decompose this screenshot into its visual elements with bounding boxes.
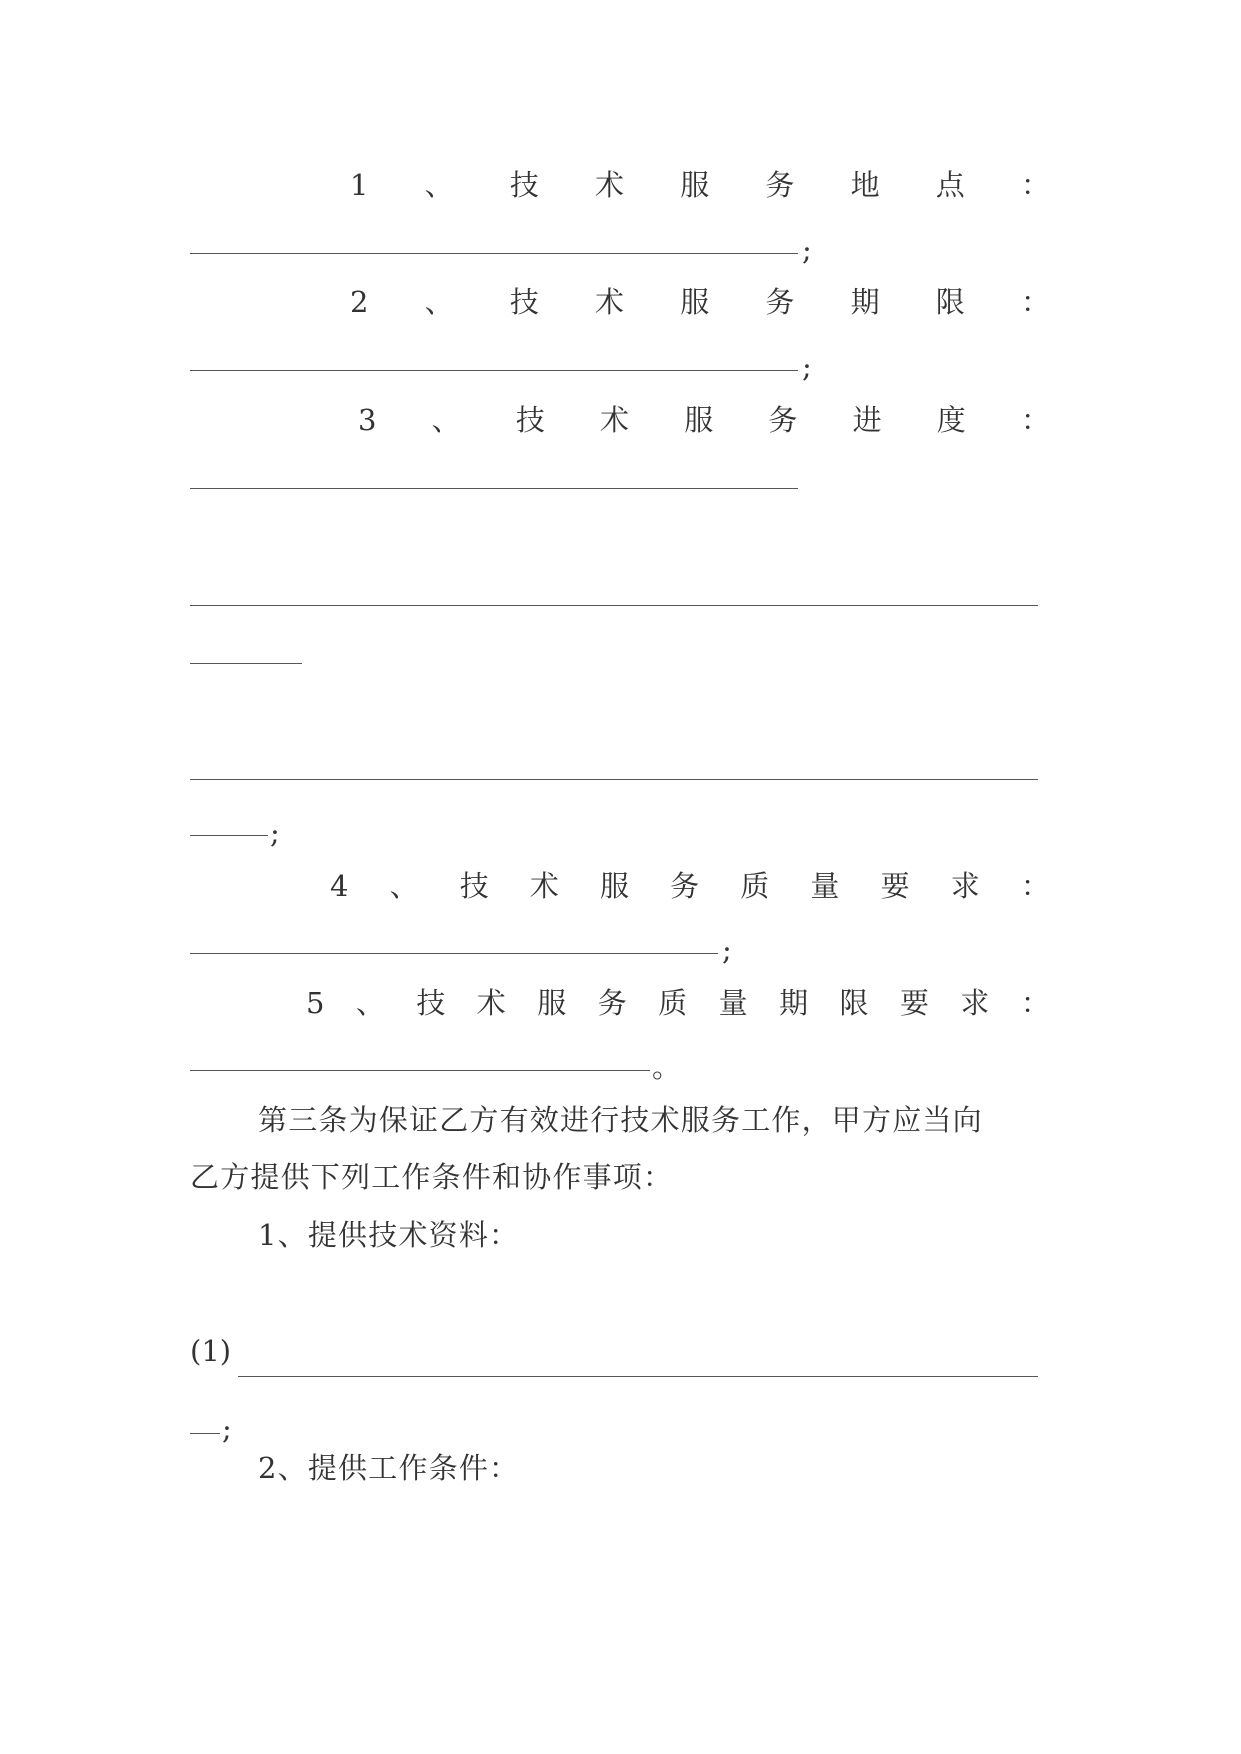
- item-3-blank-line-2-cont[interactable]: [190, 663, 302, 664]
- sub-1-item-prefix: (1): [190, 1334, 232, 1368]
- item-3-blank-line-3-cont[interactable]: [190, 835, 268, 836]
- item-3-blank-line-2[interactable]: [190, 605, 1038, 606]
- item-2-end: ;: [802, 350, 812, 384]
- item-2-blank[interactable]: [190, 370, 798, 371]
- item-5-end: 。: [652, 1050, 682, 1084]
- item-1-end: ;: [802, 233, 812, 267]
- sub-1-item-blank[interactable]: [238, 1376, 1038, 1377]
- item-3-heading: 3 、 技 术 服 务 进 度 ：: [358, 403, 1050, 437]
- item-1-blank[interactable]: [190, 253, 798, 254]
- sub-1-item-blank-cont[interactable]: [190, 1433, 220, 1434]
- item-3-blank-line-3[interactable]: [190, 779, 1038, 780]
- article-3-line-2: 乙方提供下列工作条件和协作事项：: [190, 1160, 674, 1194]
- item-5-heading: 5 、 技 术 服 务 质 量 期 限 要 求 ：: [306, 986, 1050, 1020]
- article-3-line-1: 第三条为保证乙方有效进行技术服务工作，甲方应当向: [258, 1103, 983, 1137]
- item-5-blank[interactable]: [190, 1070, 650, 1071]
- item-2-heading: 2 、 技 术 服 务 期 限 ：: [350, 285, 1050, 319]
- item-1-heading: 1 、 技 术 服 务 地 点 ：: [350, 168, 1050, 202]
- item-4-heading: 4 、 技 术 服 务 质 量 要 求 ：: [330, 869, 1050, 903]
- item-4-blank[interactable]: [190, 953, 718, 954]
- item-3-blank-line-1[interactable]: [190, 488, 798, 489]
- sub-2-work-conditions: 2、提供工作条件：: [258, 1451, 520, 1485]
- item-4-end: ;: [722, 933, 732, 967]
- item-3-end: ;: [270, 816, 280, 850]
- sub-1-item-end: ;: [222, 1412, 232, 1446]
- sub-1-technical-materials: 1、提供技术资料：: [258, 1218, 520, 1252]
